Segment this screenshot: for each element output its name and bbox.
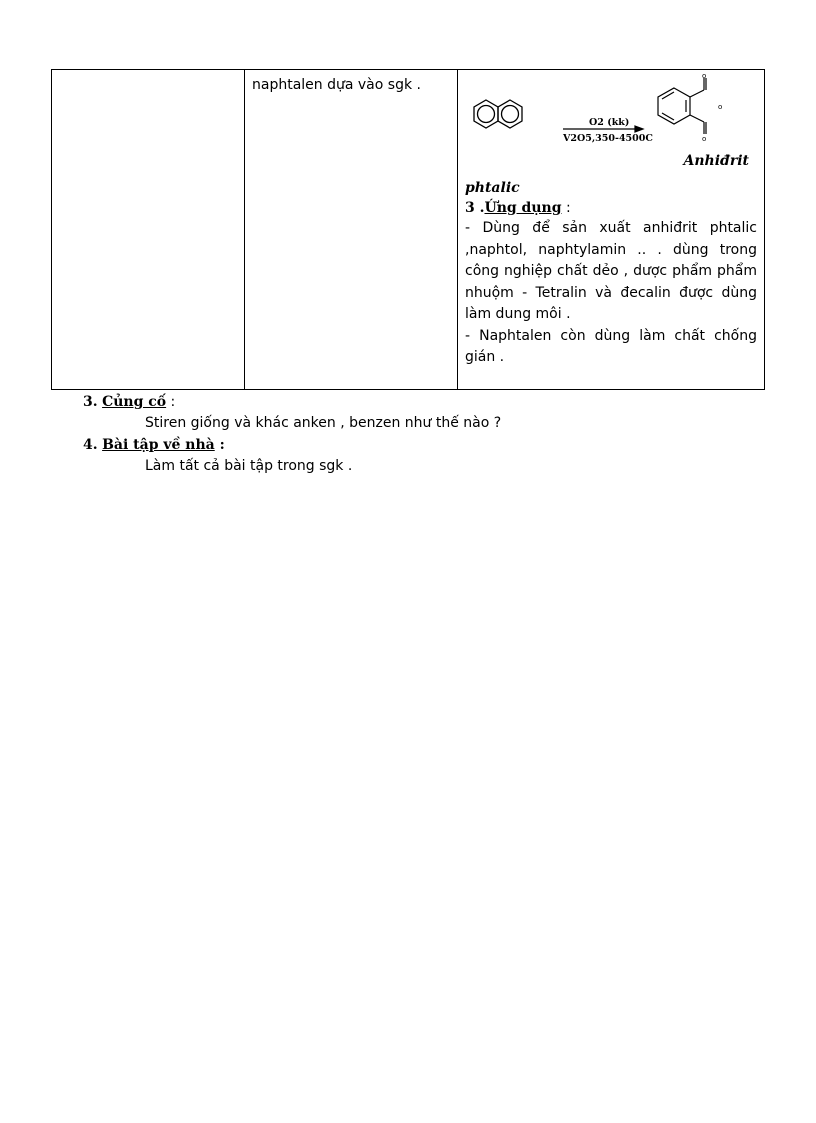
table-row [52, 70, 765, 390]
oxygen-label-bottom: o [702, 135, 707, 143]
consolidation-text: Stiren giống và khác anken , benzen như thế nào ? [145, 415, 502, 431]
section-number: 3 . [465, 200, 485, 216]
homework-colon: : [214, 437, 225, 453]
section-title: Ứng dụng [484, 200, 562, 216]
product-name-line1: Anhiđrit [683, 153, 749, 169]
phthalic-anhydride-structure [658, 78, 706, 134]
consolidation-colon: : [166, 394, 176, 410]
lesson-table [51, 69, 765, 390]
application-item-1: - Dùng để sản xuất anhiđrit phtalic ,naphtol, naphtylamin .. . dùng trong công nghiệp chất dẻo , dược phẩm phẩm nhuộm - Tetralin và đecalin được dùng làm dung môi . [465, 220, 757, 322]
oxygen-label-top: o [702, 72, 707, 80]
middle-cell-text: naphtalen dựa vào sgk . [252, 77, 421, 93]
section-heading [465, 198, 757, 218]
consolidation-heading [83, 392, 175, 412]
activity-cell [245, 70, 458, 390]
homework-number: 4. [83, 437, 98, 453]
consolidation-title: Củng cố [102, 394, 167, 410]
product-name-line2: phtalic [465, 180, 520, 196]
empty-cell [52, 70, 245, 390]
application-item-2: - Naphtalen còn dùng làm chất chống gián . [465, 327, 757, 365]
homework-heading [83, 435, 225, 455]
condition-top: O2 (kk) [589, 117, 630, 128]
content-cell [458, 70, 765, 390]
section-colon: : [561, 200, 571, 216]
consolidation-number: 3. [83, 394, 98, 410]
oxygen-label-middle: o [718, 103, 723, 111]
reaction-scheme [465, 70, 757, 180]
homework-text: Làm tất cả bài tập trong sgk . [145, 458, 353, 474]
condition-bottom: V2O5,350-4500C [563, 133, 653, 144]
homework-title: Bài tập về nhà [102, 437, 215, 453]
naphthalene-structure [474, 100, 522, 128]
